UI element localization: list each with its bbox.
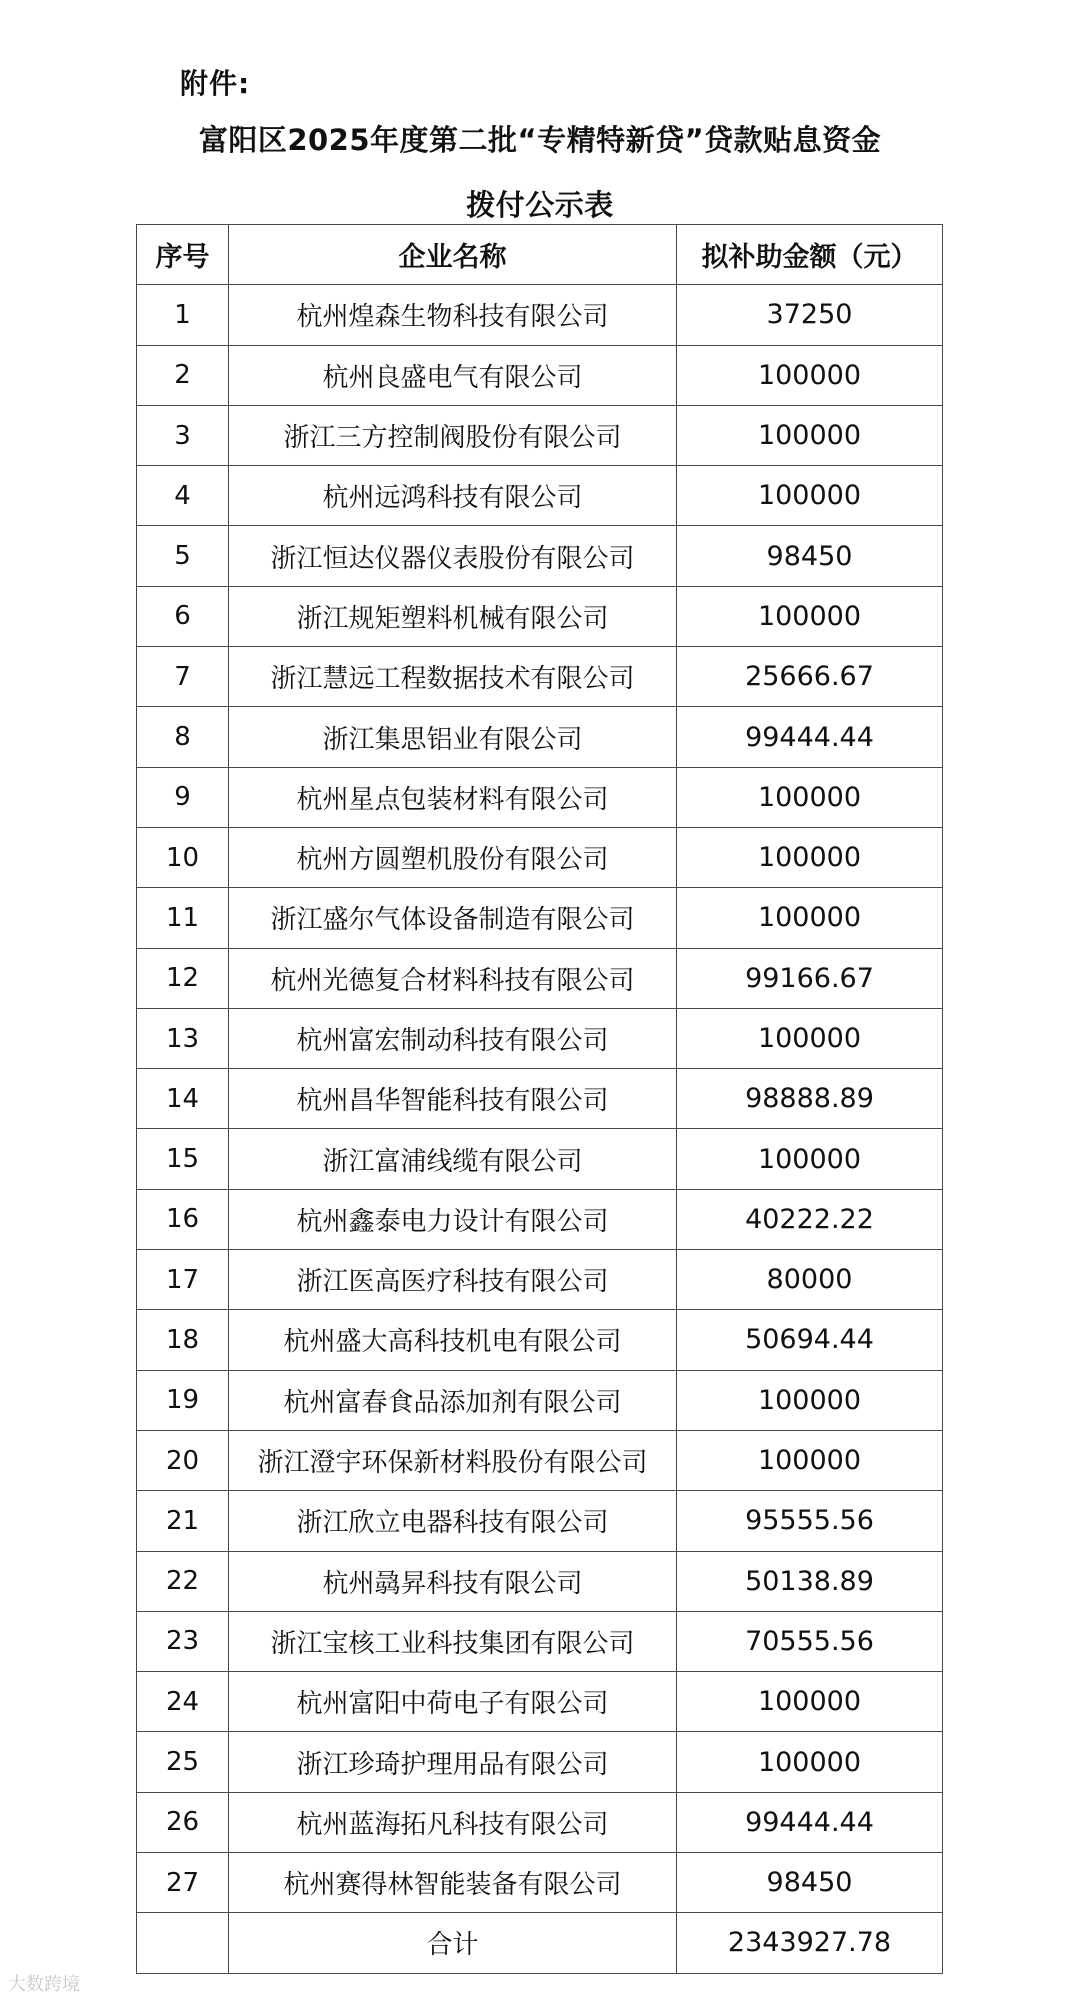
amount-cell: 100000 bbox=[677, 1129, 943, 1189]
header-amount: 拟补助金额（元） bbox=[677, 225, 943, 285]
table-row bbox=[137, 1008, 943, 1068]
table-row bbox=[137, 1189, 943, 1249]
company-name-cell: 浙江规矩塑料机械有限公司 bbox=[229, 586, 677, 646]
index-cell: 4 bbox=[137, 466, 229, 526]
amount-cell: 100000 bbox=[677, 1008, 943, 1068]
index-cell: 22 bbox=[137, 1551, 229, 1611]
table-row bbox=[137, 405, 943, 465]
amount-cell: 50138.89 bbox=[677, 1551, 943, 1611]
company-name-cell: 浙江宝核工业科技集团有限公司 bbox=[229, 1611, 677, 1671]
table-row bbox=[137, 1853, 943, 1913]
table-footer bbox=[137, 1913, 943, 1973]
index-cell: 14 bbox=[137, 1069, 229, 1129]
table-row bbox=[137, 1792, 943, 1852]
index-cell: 12 bbox=[137, 948, 229, 1008]
amount-cell: 100000 bbox=[677, 767, 943, 827]
amount-cell: 80000 bbox=[677, 1250, 943, 1310]
amount-cell: 100000 bbox=[677, 1732, 943, 1792]
index-cell: 24 bbox=[137, 1672, 229, 1732]
index-cell: 25 bbox=[137, 1732, 229, 1792]
index-cell: 3 bbox=[137, 405, 229, 465]
amount-cell: 100000 bbox=[677, 888, 943, 948]
company-name-cell: 杭州富春食品添加剂有限公司 bbox=[229, 1370, 677, 1430]
index-cell: 10 bbox=[137, 827, 229, 887]
total-index-cell bbox=[137, 1913, 229, 1973]
table-row bbox=[137, 888, 943, 948]
company-name-cell: 杭州煌森生物科技有限公司 bbox=[229, 285, 677, 345]
amount-cell: 98450 bbox=[677, 526, 943, 586]
header-row bbox=[137, 225, 943, 285]
index-cell: 20 bbox=[137, 1430, 229, 1490]
company-name-cell: 杭州星点包装材料有限公司 bbox=[229, 767, 677, 827]
table-body bbox=[137, 285, 943, 1913]
company-name-cell: 杭州光德复合材料科技有限公司 bbox=[229, 948, 677, 1008]
index-cell: 8 bbox=[137, 707, 229, 767]
total-row bbox=[137, 1913, 943, 1973]
amount-cell: 50694.44 bbox=[677, 1310, 943, 1370]
amount-cell: 98888.89 bbox=[677, 1069, 943, 1129]
company-name-cell: 浙江盛尔气体设备制造有限公司 bbox=[229, 888, 677, 948]
table-row bbox=[137, 1430, 943, 1490]
document-subtitle: 拨付公示表 bbox=[466, 188, 614, 222]
amount-cell: 100000 bbox=[677, 345, 943, 405]
company-name-cell: 杭州方圆塑机股份有限公司 bbox=[229, 827, 677, 887]
subsidy-table bbox=[136, 224, 943, 1974]
amount-cell: 100000 bbox=[677, 586, 943, 646]
index-cell: 27 bbox=[137, 1853, 229, 1913]
index-cell: 6 bbox=[137, 586, 229, 646]
amount-cell: 99444.44 bbox=[677, 707, 943, 767]
table-row bbox=[137, 345, 943, 405]
table-row bbox=[137, 827, 943, 887]
company-name-cell: 浙江恒达仪器仪表股份有限公司 bbox=[229, 526, 677, 586]
index-cell: 2 bbox=[137, 345, 229, 405]
index-cell: 26 bbox=[137, 1792, 229, 1852]
table-row bbox=[137, 647, 943, 707]
index-cell: 18 bbox=[137, 1310, 229, 1370]
company-name-cell: 浙江澄宇环保新材料股份有限公司 bbox=[229, 1430, 677, 1490]
company-name-cell: 浙江集思铝业有限公司 bbox=[229, 707, 677, 767]
company-name-cell: 浙江富浦线缆有限公司 bbox=[229, 1129, 677, 1189]
amount-cell: 98450 bbox=[677, 1853, 943, 1913]
table-row bbox=[137, 948, 943, 1008]
company-name-cell: 浙江三方控制阀股份有限公司 bbox=[229, 405, 677, 465]
table-header bbox=[137, 225, 943, 285]
total-amount: 2343927.78 bbox=[677, 1913, 943, 1973]
table-row bbox=[137, 586, 943, 646]
company-name-cell: 杭州富宏制动科技有限公司 bbox=[229, 1008, 677, 1068]
company-name-cell: 杭州骉昇科技有限公司 bbox=[229, 1551, 677, 1611]
document-title: 富阳区2025年度第二批“专精特新贷”贷款贴息资金 bbox=[198, 123, 882, 157]
amount-cell: 100000 bbox=[677, 827, 943, 887]
header-company-name: 企业名称 bbox=[229, 225, 677, 285]
table-row bbox=[137, 285, 943, 345]
table-row bbox=[137, 1370, 943, 1430]
index-cell: 15 bbox=[137, 1129, 229, 1189]
index-cell: 13 bbox=[137, 1008, 229, 1068]
table-row bbox=[137, 767, 943, 827]
company-name-cell: 杭州赛得林智能装备有限公司 bbox=[229, 1853, 677, 1913]
table-row bbox=[137, 466, 943, 526]
company-name-cell: 浙江珍琦护理用品有限公司 bbox=[229, 1732, 677, 1792]
table-row bbox=[137, 1672, 943, 1732]
total-label: 合计 bbox=[229, 1913, 677, 1973]
table-row bbox=[137, 1732, 943, 1792]
index-cell: 5 bbox=[137, 526, 229, 586]
company-name-cell: 杭州良盛电气有限公司 bbox=[229, 345, 677, 405]
index-cell: 23 bbox=[137, 1611, 229, 1671]
attachment-label: 附件: bbox=[180, 67, 251, 100]
company-name-cell: 杭州远鸿科技有限公司 bbox=[229, 466, 677, 526]
index-cell: 16 bbox=[137, 1189, 229, 1249]
company-name-cell: 浙江慧远工程数据技术有限公司 bbox=[229, 647, 677, 707]
company-name-cell: 浙江医高医疗科技有限公司 bbox=[229, 1250, 677, 1310]
index-cell: 21 bbox=[137, 1491, 229, 1551]
table-row bbox=[137, 1069, 943, 1129]
company-name-cell: 杭州昌华智能科技有限公司 bbox=[229, 1069, 677, 1129]
amount-cell: 100000 bbox=[677, 1370, 943, 1430]
index-cell: 17 bbox=[137, 1250, 229, 1310]
watermark-logo: 大数跨境 bbox=[8, 1974, 80, 1995]
index-cell: 11 bbox=[137, 888, 229, 948]
table-row bbox=[137, 1310, 943, 1370]
company-name-cell: 杭州盛大高科技机电有限公司 bbox=[229, 1310, 677, 1370]
table-row bbox=[137, 1551, 943, 1611]
table-row bbox=[137, 526, 943, 586]
amount-cell: 95555.56 bbox=[677, 1491, 943, 1551]
amount-cell: 100000 bbox=[677, 1672, 943, 1732]
index-cell: 9 bbox=[137, 767, 229, 827]
table-row bbox=[137, 707, 943, 767]
header-index: 序号 bbox=[137, 225, 229, 285]
amount-cell: 100000 bbox=[677, 405, 943, 465]
company-name-cell: 杭州蓝海拓凡科技有限公司 bbox=[229, 1792, 677, 1852]
amount-cell: 100000 bbox=[677, 466, 943, 526]
index-cell: 1 bbox=[137, 285, 229, 345]
amount-cell: 99166.67 bbox=[677, 948, 943, 1008]
amount-cell: 70555.56 bbox=[677, 1611, 943, 1671]
table-row bbox=[137, 1250, 943, 1310]
amount-cell: 37250 bbox=[677, 285, 943, 345]
index-cell: 19 bbox=[137, 1370, 229, 1430]
amount-cell: 100000 bbox=[677, 1430, 943, 1490]
company-name-cell: 杭州富阳中荷电子有限公司 bbox=[229, 1672, 677, 1732]
table-row bbox=[137, 1491, 943, 1551]
company-name-cell: 浙江欣立电器科技有限公司 bbox=[229, 1491, 677, 1551]
index-cell: 7 bbox=[137, 647, 229, 707]
amount-cell: 99444.44 bbox=[677, 1792, 943, 1852]
amount-cell: 40222.22 bbox=[677, 1189, 943, 1249]
table-row bbox=[137, 1129, 943, 1189]
company-name-cell: 杭州鑫泰电力设计有限公司 bbox=[229, 1189, 677, 1249]
table-row bbox=[137, 1611, 943, 1671]
amount-cell: 25666.67 bbox=[677, 647, 943, 707]
